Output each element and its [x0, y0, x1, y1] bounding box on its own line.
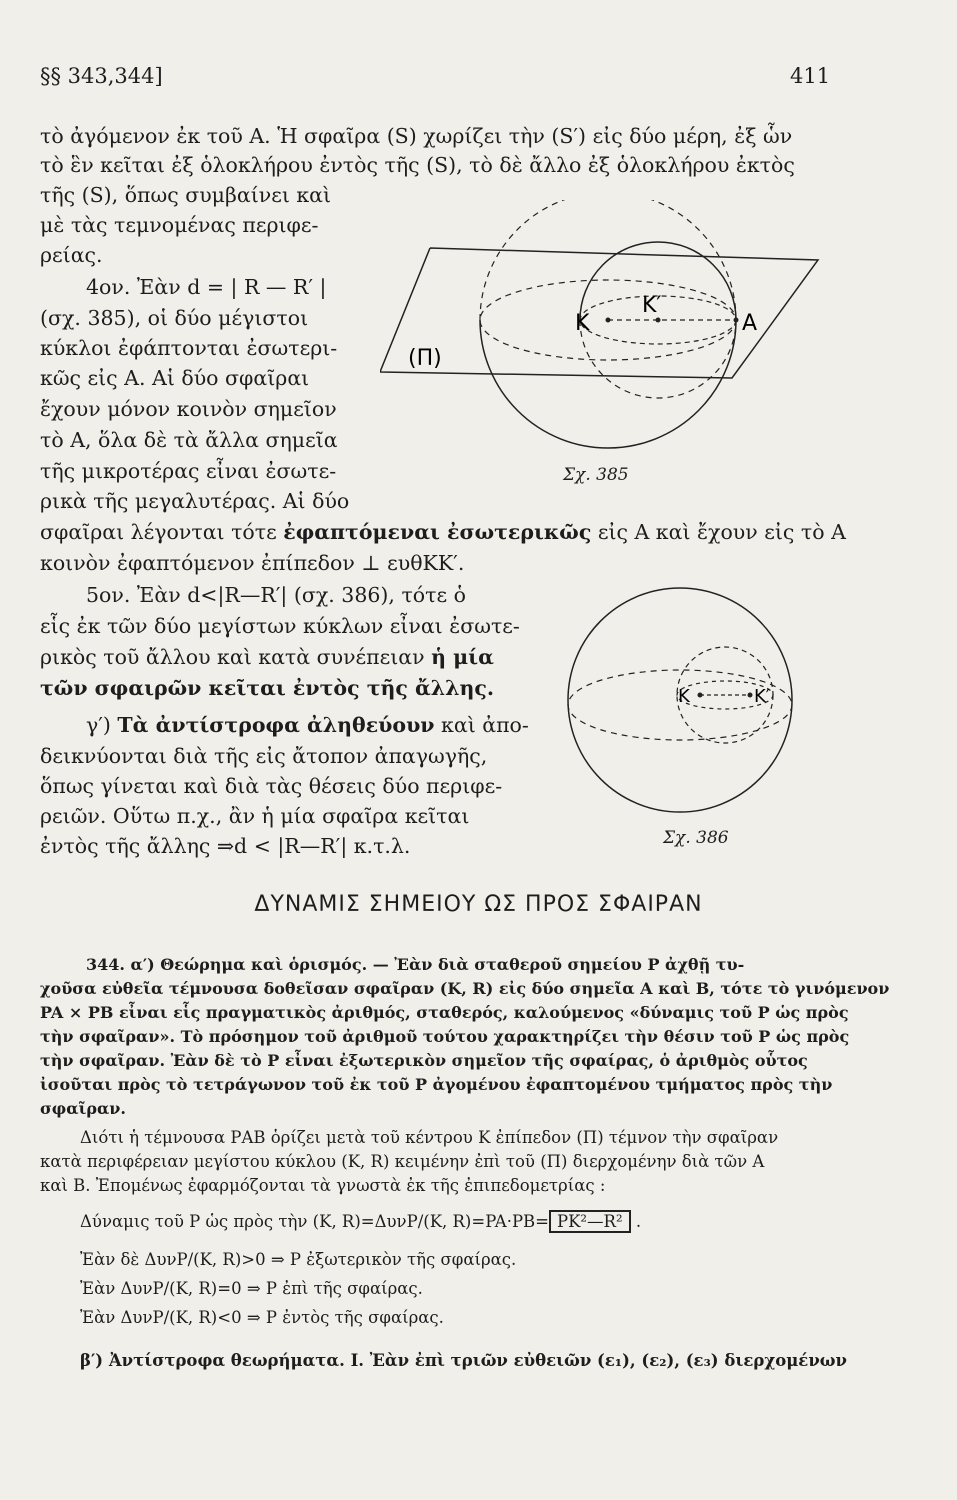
proof-line: κατὰ περιφέρειαν μεγίστου κύκλου (Κ, R) κειμένην ἐπὶ τοῦ (Π) διερχομένην διὰ τῶν Α: [40, 1152, 765, 1171]
point-kp: [748, 693, 753, 698]
text-span: ρικὸς τοῦ ἄλλου καὶ κατὰ συνέπειαν: [40, 645, 432, 669]
text-line: εἷς ἐκ τῶν δύο μεγίστων κύκλων εἶναι ἐσωτε-: [40, 614, 520, 638]
text-line: τῶν σφαιρῶν κεῖται ἐντὸς τῆς ἄλλης.: [40, 676, 495, 700]
text-span: γ′): [86, 713, 118, 737]
label-k: K: [575, 311, 590, 336]
text-line: ἔχουν μόνον κοινὸν σημεῖον: [40, 397, 337, 421]
text-span: .: [630, 1212, 642, 1231]
proof-line: Ἐὰν ΔυνΡ/(Κ, R)<0 ⇒ Ρ ἐντὸς τῆς σφαίρας.: [80, 1308, 444, 1327]
text-line: [86, 713, 529, 737]
bold-term: ἡ μία: [431, 645, 494, 669]
text-line: ὅπως γίνεται καὶ διὰ τὰς θέσεις δύο περιφε-: [40, 774, 503, 798]
theorem-line: σφαῖραν.: [40, 1099, 126, 1118]
text-line: δεικνύονται διὰ τῆς εἰς ἄτοπον ἀπαγωγῆς,: [40, 744, 488, 768]
section-reference: §§ 343,344]: [40, 64, 163, 88]
text-line: κύκλοι ἐφάπτονται ἐσωτερι-: [40, 336, 338, 360]
page-number: 411: [790, 64, 831, 88]
text-span: εἰς Α καὶ ἔχουν εἰς τὸ Α: [591, 520, 846, 544]
theorem-line: χοῦσα εὐθεῖα τέμνουσα δοθεῖσαν σφαῖραν (Κ, R) εἰς δύο σημεῖα Α καὶ Β, τότε τὸ γινόμενον: [40, 979, 890, 998]
text-line: τῆς μικροτέρας εἶναι ἐσωτε-: [40, 459, 337, 483]
text-span: σφαῖραι λέγονται τότε: [40, 520, 284, 544]
label-kp: K′: [754, 686, 770, 707]
text-line: 5ον. Ἐὰν d<|R—R′| (σχ. 386), τότε ὁ: [86, 583, 466, 607]
theorem-line: 344. α′) Θεώρημα καὶ ὁρισμός. — Ἐὰν διὰ σταθεροῦ σημείου Ρ ἀχθῇ τυ-: [86, 955, 745, 974]
point-kp: [656, 318, 661, 323]
label-plane: (Π): [408, 346, 442, 371]
text-line: τὸ Α, ὅλα δὲ τὰ ἄλλα σημεῖα: [40, 428, 338, 452]
theorem-line: ἰσοῦται πρὸς τὸ τετράγωνον τοῦ ἐκ τοῦ Ρ ἀγομένου ἐφαπτομένου τμήματος πρὸς τὴν: [40, 1075, 833, 1094]
proof-line: Ἐὰν δὲ ΔυνΡ/(Κ, R)>0 ⇒ Ρ ἐξωτερικὸν τῆς σφαίρας.: [80, 1250, 517, 1269]
label-kp: K′: [642, 293, 662, 318]
bold-term: Τὰ ἀντίστροφα ἀληθεύουν: [117, 713, 435, 737]
text-line: ρειῶν. Οὕτω π.χ., ἂν ἡ μία σφαῖρα κεῖται: [40, 804, 470, 828]
theorem-line: τὴν σφαῖραν». Τὸ πρόσημον τοῦ ἀριθμοῦ τούτου χαρακτηρίζει τὴν θέσιν τοῦ Ρ ὡς πρὸς: [40, 1027, 850, 1046]
text-line: μὲ τὰς τεμνομένας περιφε-: [40, 213, 319, 237]
inner-sphere-bottom: [580, 320, 736, 398]
text-line: ρικὰ τῆς μεγαλυτέρας. Αἱ δύο: [40, 489, 350, 513]
figure-385: [380, 200, 820, 480]
boxed-formula: PK²—R²: [549, 1210, 631, 1233]
proof-line: καὶ Β. Ἐπομένως ἐφαρμόζονται τὰ γνωστὰ ἐκ τῆς ἐπιπεδομετρίας :: [40, 1176, 606, 1195]
text-line: [40, 645, 494, 669]
text-line: τῆς (S), ὅπως συμβαίνει καὶ: [40, 183, 332, 207]
theorem-line: τὴν σφαῖραν. Ἐὰν δὲ τὸ Ρ εἶναι ἐξωτερικὸν σημεῖον τῆς σφαίρας, ὁ ἀριθμὸς οὗτος: [40, 1051, 808, 1070]
text-line: κοινὸν ἐφαπτόμενον ἐπίπεδον ⊥ ευθΚΚ′.: [40, 551, 465, 575]
point-k: [698, 693, 703, 698]
point-a: [734, 318, 739, 323]
text-line: 4ον. Ἐὰν d = | R — R′ |: [86, 275, 327, 299]
proof-line: Διότι ἡ τέμνουσα ΡΑΒ ὁρίζει μετὰ τοῦ κέντρου Κ ἐπίπεδον (Π) τέμνον τὴν σφαῖραν: [80, 1128, 779, 1147]
text-line: τὸ ἀγόμενον ἐκ τοῦ Α. Ἡ σφαῖρα (S) χωρίζει τὴν (S′) εἰς δύο μέρη, ἐξ ὧν: [40, 124, 793, 148]
point-k: [606, 318, 611, 323]
figure-385-caption: Σχ. 385: [563, 465, 629, 485]
text-span: καὶ ἀπο-: [434, 713, 529, 737]
text-line: (σχ. 385), οἱ δύο μέγιστοι: [40, 306, 309, 330]
text-line: τὸ ἓν κεῖται ἐξ ὁλοκλήρου ἐντὸς τῆς (S), τὸ δὲ ἄλλο ἐξ ὁλοκλήρου ἐκτὸς: [40, 153, 795, 177]
theorem-line: PA × PB εἶναι εἷς πραγματικὸς ἀριθμός, σταθερός, καλούμενος «δύναμις τοῦ Ρ ὡς πρὸς: [40, 1003, 849, 1022]
text-span: Δύναμις τοῦ Ρ ὡς πρὸς τὴν (Κ, R)=ΔυνΡ/(Κ, R)=PA·PB=: [80, 1212, 549, 1231]
figure-386: [560, 580, 800, 820]
text-line: ρείας.: [40, 243, 103, 267]
text-line: ἐντὸς τῆς ἄλλης ⇒d < |R—R′| κ.τ.λ.: [40, 834, 411, 858]
text-line: [40, 520, 846, 544]
figure-386-caption: Σχ. 386: [663, 828, 729, 848]
formula-line: [80, 1212, 641, 1231]
label-k: K: [678, 686, 690, 707]
label-a: A: [742, 311, 758, 336]
proof-line: β′) Ἀντίστροφα θεωρήματα. Ι. Ἐὰν ἐπὶ τριῶν εὐθειῶν (ε₁), (ε₂), (ε₃) διερχομένων: [80, 1351, 847, 1370]
bold-term: ἐφαπτόμεναι ἐσωτερικῶς: [283, 520, 592, 544]
sphere-outer: [480, 320, 736, 448]
section-heading: ΔΥΝΑΜΙΣ ΣΗΜΕΙΟΥ ΩΣ ΠΡΟΣ ΣΦΑΙΡΑΝ: [254, 892, 703, 917]
proof-line: Ἐὰν ΔυνΡ/(Κ, R)=0 ⇒ Ρ ἐπὶ τῆς σφαίρας.: [80, 1279, 423, 1298]
text-line: κῶς εἰς Α. Αἱ δύο σφαῖραι: [40, 366, 310, 390]
